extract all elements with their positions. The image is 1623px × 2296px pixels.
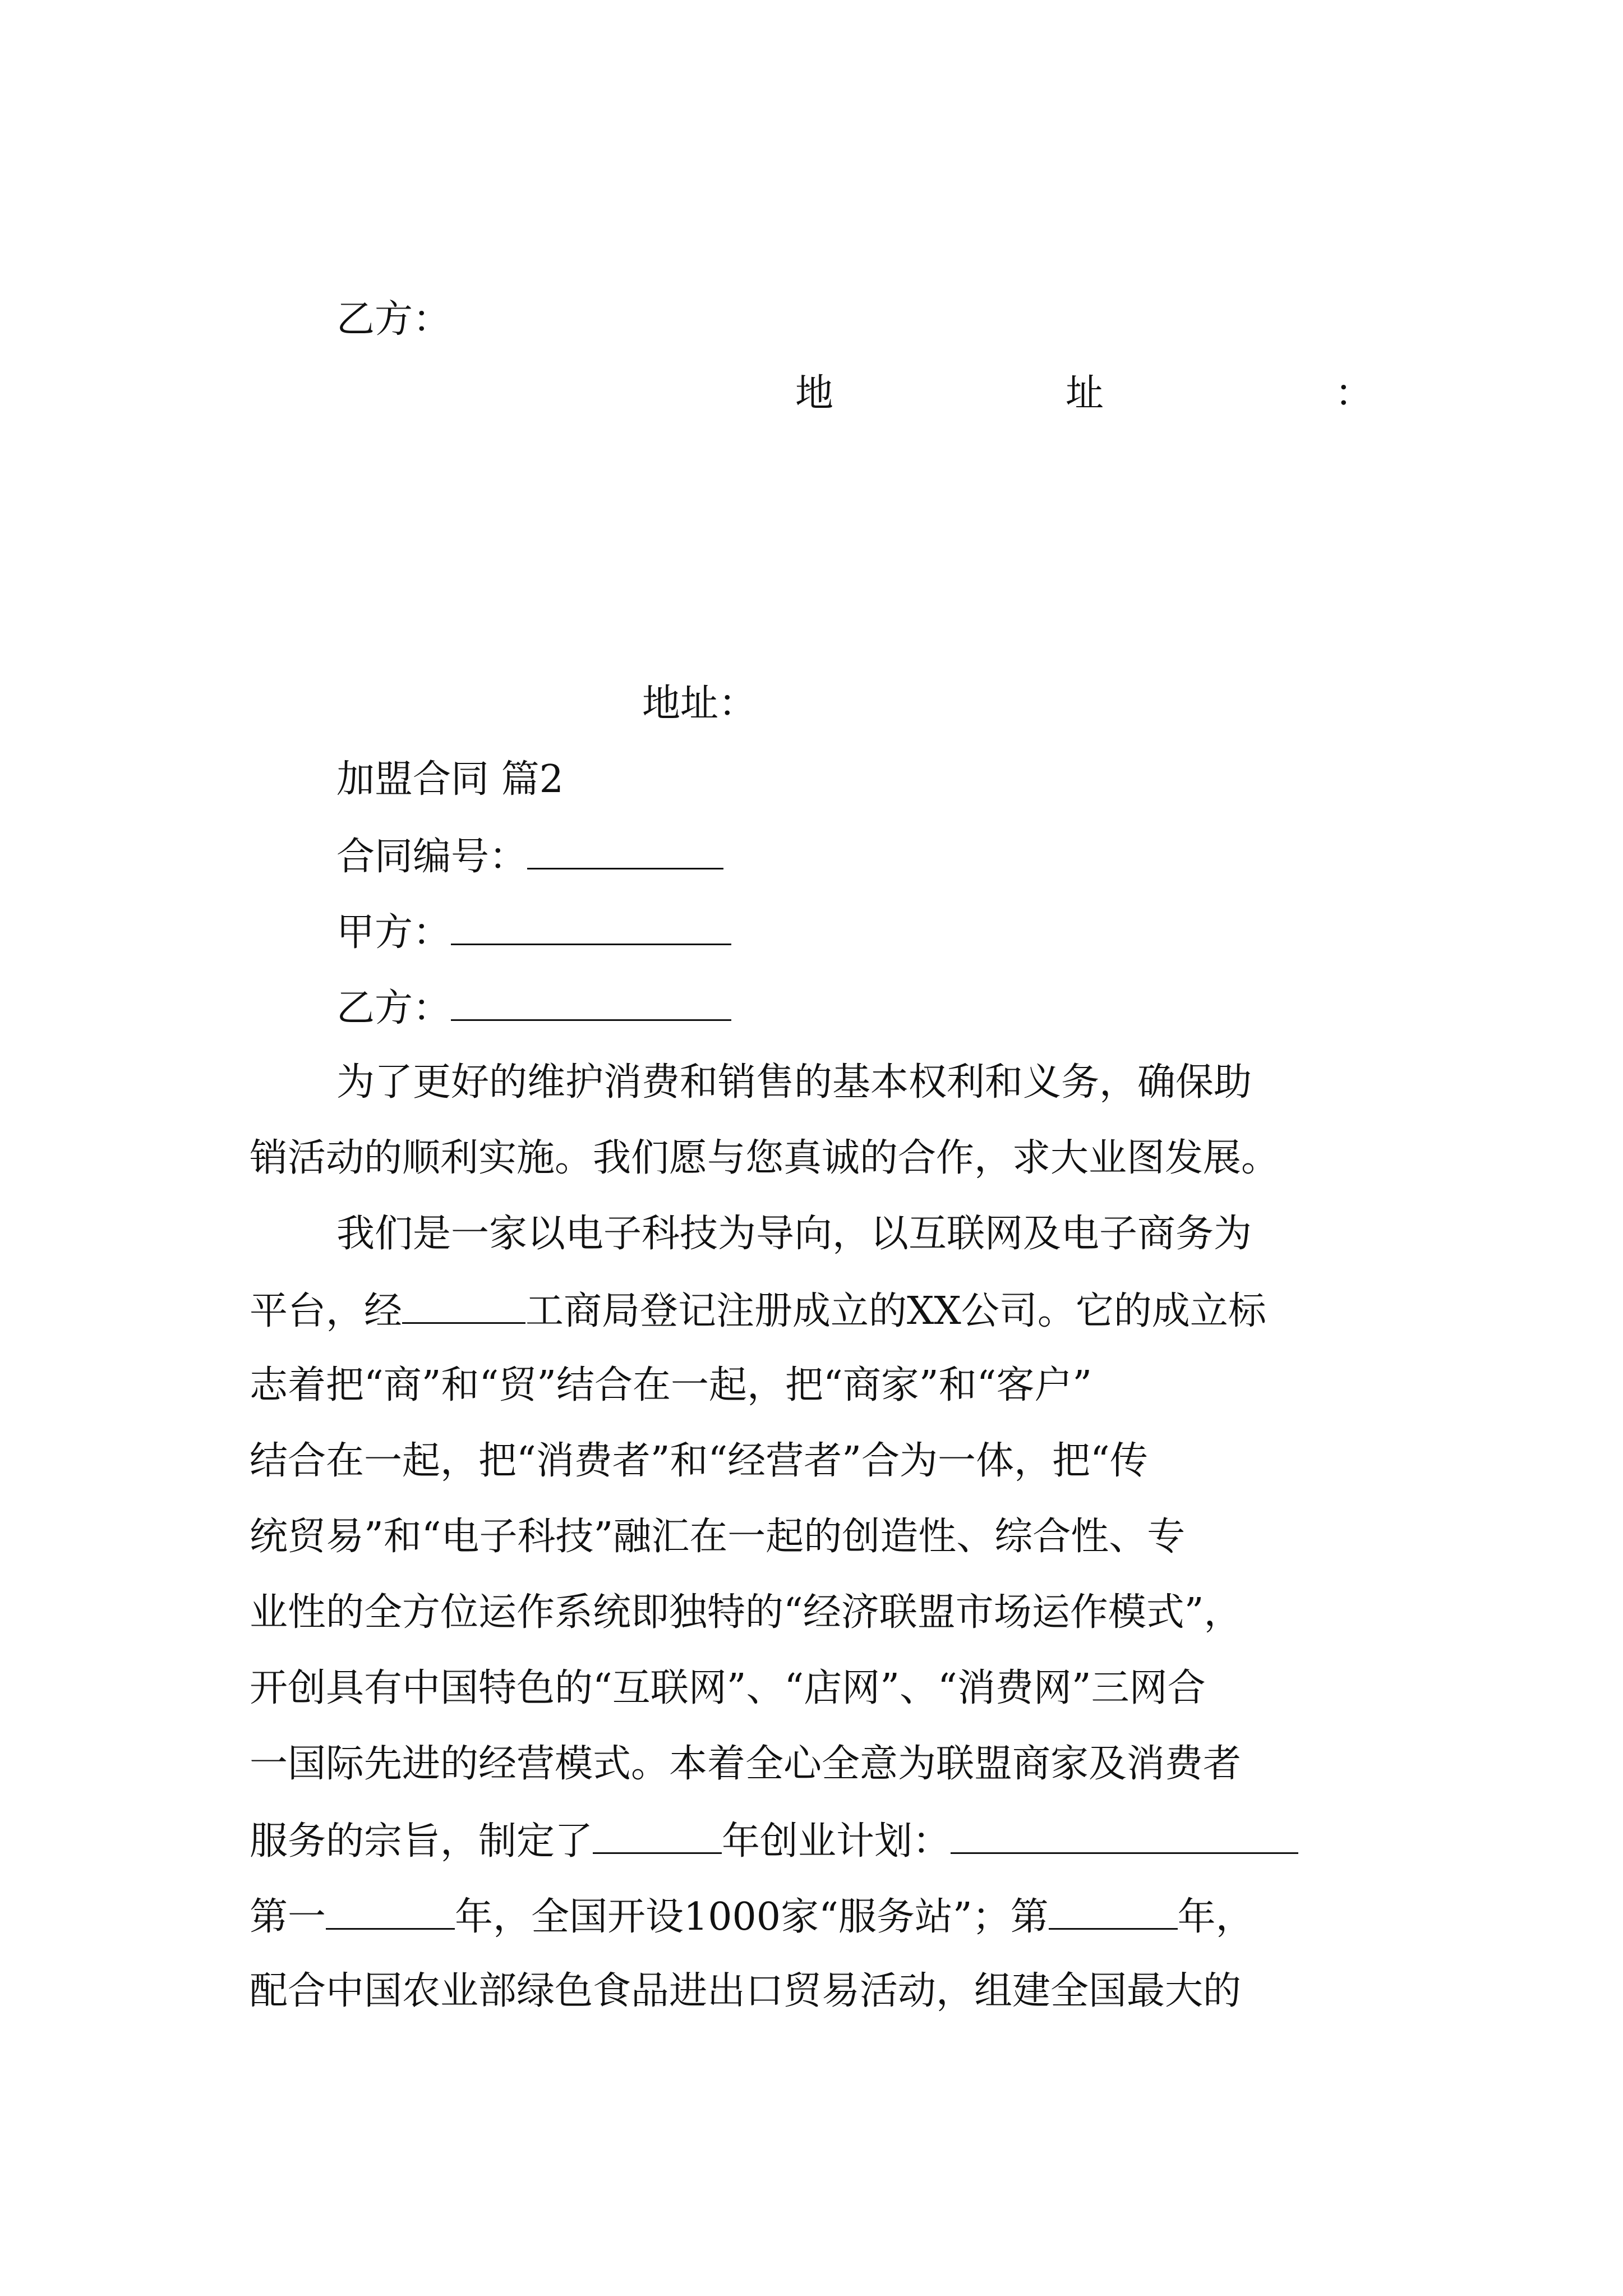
paragraph-2-line-8: 一国际先进的经营模式。本着全心全意为联盟商家及消费者 — [250, 1742, 1242, 1786]
paragraph-2-line-1: 我们是一家以电子科技为导向，以互联网及电子商务为 — [336, 1212, 1252, 1256]
paragraph-2-line-11: 配合中国农业部绿色食品进出口贸易活动，组建全国最大的 — [250, 1969, 1242, 2013]
address-colon: ： — [1335, 371, 1373, 416]
paragraph-2-line-3: 志着把“商”和“贸”结合在一起，把“商家”和“客户” — [250, 1363, 1092, 1407]
party-b-field — [336, 984, 731, 1031]
party-b-signature-label: 乙方： — [336, 297, 451, 342]
address-char-di: 地 — [795, 371, 834, 416]
party-a-blank — [451, 909, 731, 945]
paragraph-2-line-2: 平台，经 工商局登记注册成立的XX公司。它的成立标 — [250, 1287, 1266, 1334]
party-b-blank — [451, 984, 731, 1021]
paragraph-1-line-1: 为了更好的维护消费和销售的基本权利和义务，确保助 — [336, 1060, 1252, 1105]
paragraph-2-line-7: 开创具有中国特色的“互联网”、“店网”、“消费网”三网合 — [250, 1666, 1206, 1710]
paragraph-2-line-6: 业性的全方位运作系统即独特的“经济联盟市场运作模式”， — [250, 1590, 1242, 1635]
party-a-label: 甲方： — [336, 910, 451, 955]
plan-years-blank — [593, 1818, 722, 1854]
document-heading: 加盟合同 篇2 — [336, 757, 564, 802]
paragraph-2-line-5: 统贸易”和“电子科技”融汇在一起的创造性、综合性、专 — [250, 1515, 1186, 1559]
contract-number-field — [336, 833, 723, 880]
business-plan-blank — [951, 1818, 1298, 1854]
second-year-blank — [1049, 1893, 1178, 1930]
paragraph-2-line-9: 服务的宗旨，制定了 年创业计划： — [250, 1818, 1298, 1864]
party-b-label: 乙方： — [336, 986, 451, 1030]
registration-bureau-blank — [402, 1287, 525, 1324]
paragraph-2-line-10: 第一 年，全国开设1000家“服务站”；第 年， — [250, 1893, 1254, 1940]
party-a-field — [336, 909, 731, 955]
address-label: 地址： — [642, 682, 757, 726]
address-char-zhi: 址 — [1066, 371, 1104, 416]
contract-number-label: 合同编号： — [336, 835, 528, 879]
first-year-blank — [326, 1893, 455, 1930]
contract-number-blank — [527, 833, 723, 869]
paragraph-1-line-2: 销活动的顺利实施。我们愿与您真诚的合作，求大业图发展。 — [250, 1136, 1280, 1180]
paragraph-2-line-4: 结合在一起，把“消费者”和“经营者”合为一体，把“传 — [250, 1439, 1148, 1483]
